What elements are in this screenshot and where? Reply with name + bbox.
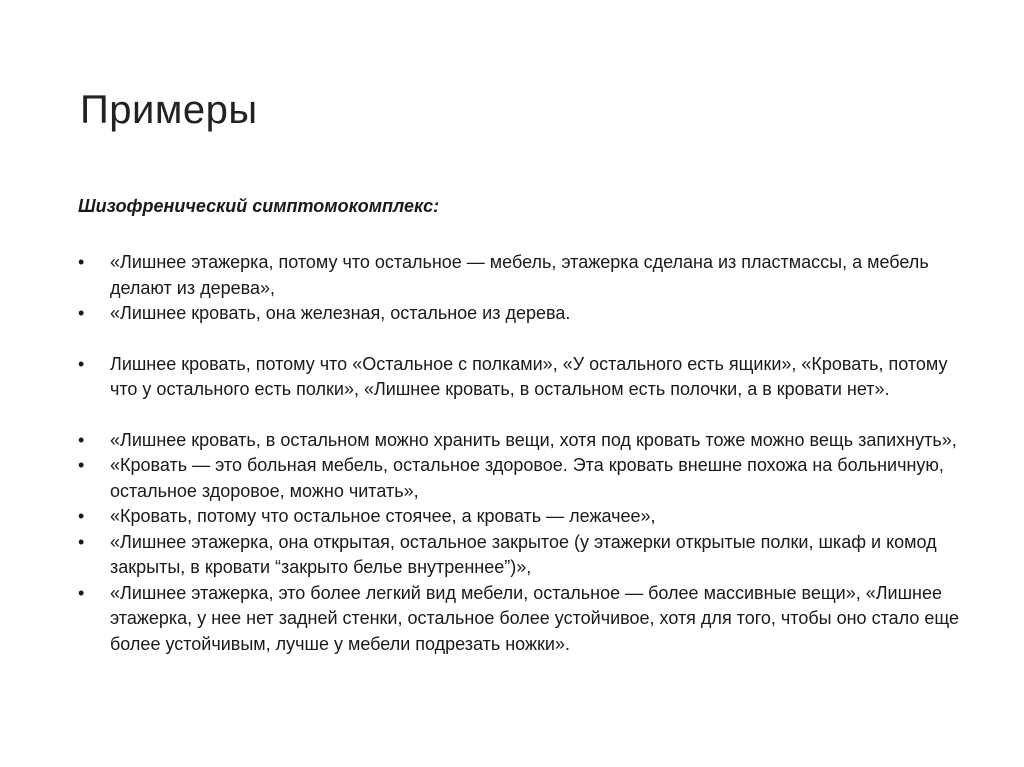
bullet-icon: •	[78, 455, 85, 475]
bullet-icon: •	[78, 353, 85, 374]
bullet-icon: •	[78, 506, 85, 526]
list-item-text: Лишнее кровать, потому что «Остальное с полками», «У остального есть ящики», «Кровать, потому что у остального есть полки», «Лишнее кровать, в остальном есть полочки, а в кровати нет».	[110, 353, 948, 399]
list-item	[78, 301, 978, 327]
list-item	[78, 453, 978, 504]
bullet-icon: •	[78, 303, 85, 323]
list-item-text: «Лишнее этажерка, она открытая, остальное закрытое (у этажерки открытые полки, шкаф и комод закрыты, в кровати “закрыто белье внутреннее”)»,	[110, 531, 937, 577]
bullet-list	[78, 250, 978, 657]
list-item	[78, 250, 978, 301]
slide-title: Примеры	[80, 88, 258, 132]
list-item-text: «Лишнее кровать, в остальном можно хранить вещи, хотя под кровать тоже можно вещь запихнуть»,	[110, 429, 957, 450]
list-spacer	[78, 403, 978, 428]
list-item	[78, 428, 978, 454]
bullet-icon: •	[78, 429, 85, 450]
bullet-icon: •	[78, 252, 85, 272]
bullet-icon: •	[78, 582, 85, 603]
list-item	[78, 504, 978, 530]
list-spacer	[78, 327, 978, 352]
list-item-text: «Кровать, потому что остальное стоячее, а кровать — лежачее»,	[110, 506, 656, 526]
section-subtitle: Шизофренический симптомокомплекс:	[78, 196, 440, 216]
bullet-icon: •	[78, 531, 85, 552]
list-item	[78, 581, 978, 658]
list-item	[78, 530, 978, 581]
list-item-text: «Кровать — это больная мебель, остальное здоровое. Эта кровать внешне похожа на больничную, остальное здоровое, можно читать»,	[110, 455, 944, 501]
list-item-text: «Лишнее кровать, она железная, остальное из дерева.	[110, 303, 571, 323]
list-item	[78, 352, 978, 403]
list-item-text: «Лишнее этажерка, это более легкий вид мебели, остальное — более массивные вещи», «Лишнее этажерка, у нее нет задней стенки, остальное более устойчивое, хотя для того, чтобы оно стало еще более устойчивым, лучше у мебели подрезать ножки».	[110, 582, 959, 654]
list-item-text: «Лишнее этажерка, потому что остальное — мебель, этажерка сделана из пластмассы, а мебель делают из дерева»,	[110, 252, 929, 298]
